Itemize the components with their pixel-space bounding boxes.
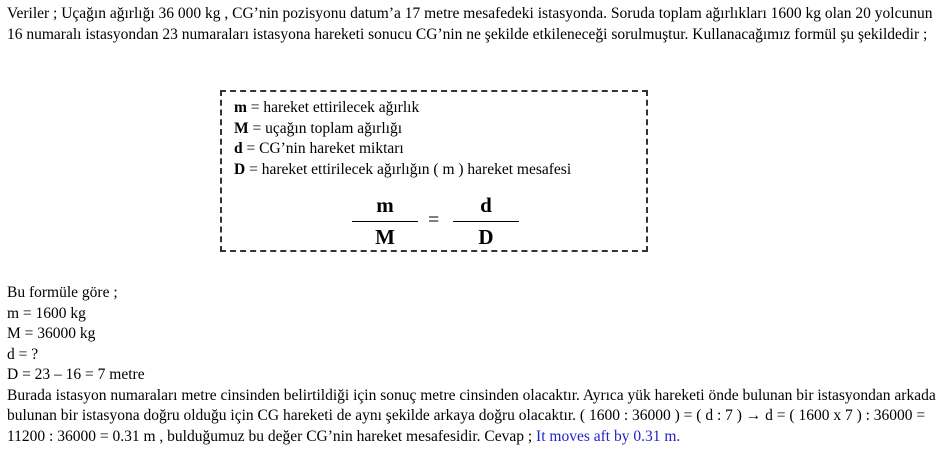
definition-text: = hareket ettirilecek ağırlığın ( m ) hareket mesafesi <box>245 160 572 178</box>
left-denominator: M <box>375 225 395 249</box>
ratio-formula <box>222 192 646 252</box>
definition-symbol: d <box>234 140 243 157</box>
solution-section <box>7 283 939 447</box>
definition-text: = uçağın toplam ağırlığı <box>248 119 403 137</box>
definition-symbol: m <box>234 99 247 116</box>
definition-item <box>234 139 571 160</box>
left-fraction <box>352 192 418 250</box>
right-denominator: D <box>478 225 494 249</box>
given-value: d = ? <box>7 345 39 363</box>
definition-item <box>234 160 571 181</box>
formula-box <box>220 90 648 252</box>
answer-text: It moves aft by 0.31 m. <box>536 427 681 445</box>
definitions-list <box>234 98 571 180</box>
explanation-text: Burada istasyon numaraları metre cinsinden belirtildiği için sonuç metre cinsinden olacaktır. Ayrıca yük hareketi önde bulunan bir istasyondan arkada bulunan bir istasyona doğru olduğu için CG hareketi de aynı şekilde arkaya doğru olacaktır. ( 1600 : 36000 ) = ( d : 7 ) → d = ( 1600 x 7 ) : 36000 = 11200 : 36000 = 0.31 m , bulduğumuz bu değer CG’nin hareket mesafesidir. Cevap ; <box>7 386 936 445</box>
given-value: M = 36000 kg <box>7 325 96 342</box>
definition-symbol: D <box>234 160 246 178</box>
solution-lead: Bu formüle göre ; <box>7 284 118 301</box>
left-numerator: m <box>376 193 394 217</box>
intro-paragraph: Veriler ; Uçağın ağırlığı 36 000 kg , CG’nin pozisyonu datum’a 17 metre mesafedeki istasyonda. Soruda toplam ağırlıkları 1600 kg olan 20 yolcunun 16 numaralı istasyondan 23 numaraları istasyona hareketi sonucu CG’nin ne şekilde etkileneceği sorulmuştur. Kullanacağımız formül şu şekildedir ; <box>7 5 933 43</box>
given-value: m = 1600 kg <box>7 304 86 322</box>
definition-symbol: M <box>234 119 249 137</box>
right-fraction <box>453 192 519 250</box>
given-value: D = 23 – 16 = 7 metre <box>7 366 145 383</box>
definition-text: = CG’nin hareket miktarı <box>242 140 404 157</box>
explanation-paragraph <box>7 386 939 448</box>
equals-sign: = <box>428 209 440 231</box>
right-numerator: d <box>480 193 492 217</box>
definition-text: = hareket ettirilecek ağırlık <box>246 99 420 116</box>
definition-item <box>234 119 571 140</box>
definition-item <box>234 98 571 119</box>
